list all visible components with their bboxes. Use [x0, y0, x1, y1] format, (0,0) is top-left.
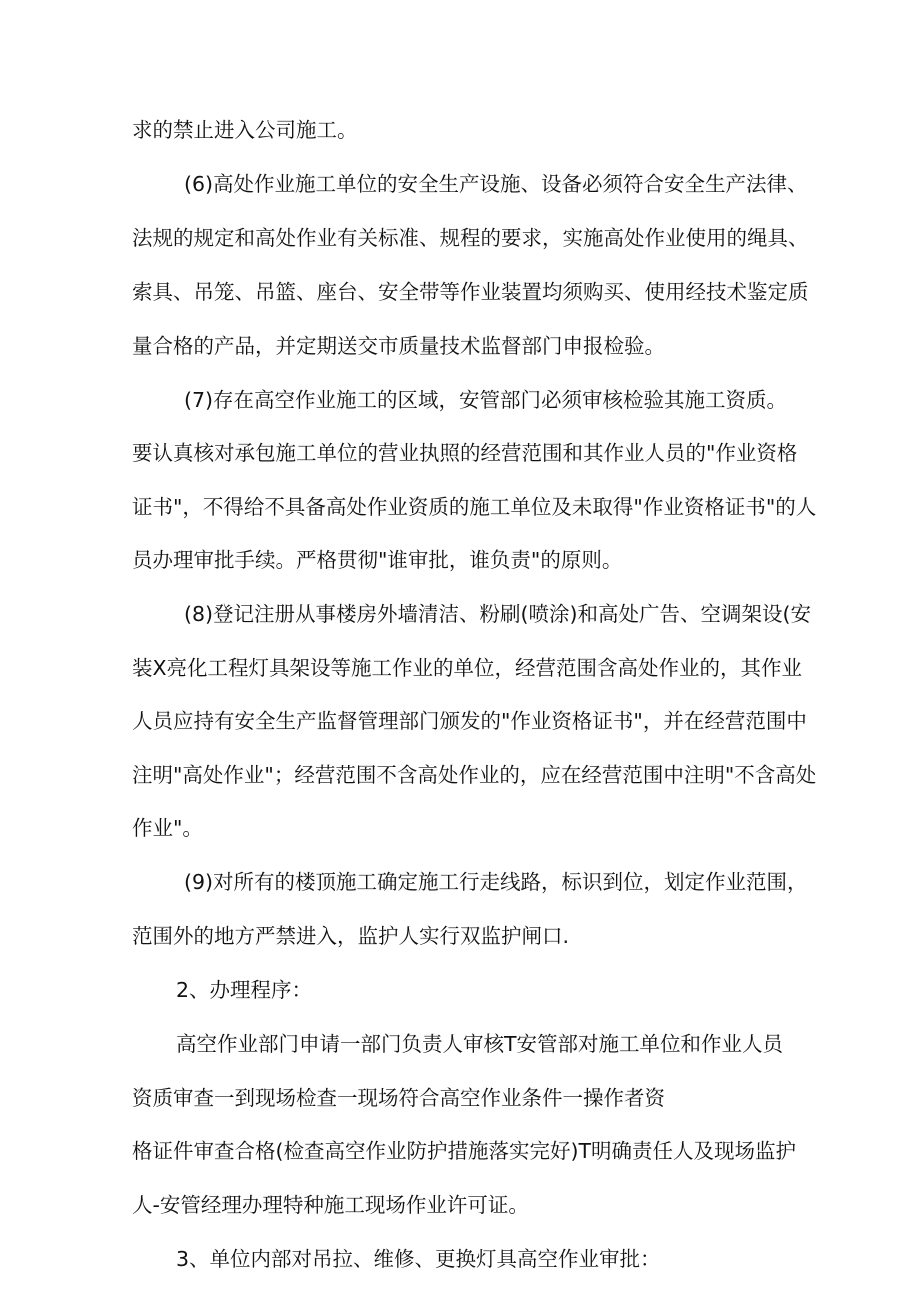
text-line: 格证件审查合格(检查高空作业防护措施落实完好)T明确责任人及现场监护	[132, 1139, 797, 1163]
text-line: 资质审查一到现场检查一现场符合高空作业条件一操作者资	[132, 1086, 665, 1110]
section-heading: 3、单位内部对吊拉、维修、更换灯具高空作业审批：	[176, 1247, 661, 1271]
text-line: 高空作业部门申请一部门负责人审核T安管部对施工单位和作业人员	[176, 1032, 784, 1056]
text-line: 注明"高处作业"；经营范围不含高处作业的，应在经营范围中注明"不含高处	[132, 763, 817, 787]
text-line: 求的禁止进入公司施工。	[132, 118, 358, 142]
text-line: 装X亮化工程灯具架设等施工作业的单位，经营范围含高处作业的，其作业	[132, 656, 803, 680]
text-line: 量合格的产品，并定期送交市质量技术监督部门申报检验。	[132, 334, 665, 358]
text-line: (8)登记注册从事楼房外墙清洁、粉刷(喷涂)和高处广告、空调架设(安	[184, 602, 812, 626]
text-line: 索具、吊笼、吊篮、座台、安全带等作业装置均须购买、使用经技术鉴定质	[132, 280, 809, 304]
text-line: (9)对所有的楼顶施工确定施工行走线路，标识到位，划定作业范围，	[184, 870, 808, 894]
text-line: 人员应持有安全生产监督管理部门颁发的"作业资格证书"，并在经营范围中	[132, 709, 807, 733]
text-line: 人-安管经理办理特种施工现场作业许可证。	[132, 1193, 529, 1217]
text-line: 员办理审批手续。严格贯彻"谁审批，谁负责"的原则。	[132, 548, 623, 572]
text-line: 范围外的地方严禁进入，监护人实行双监护闸口.	[132, 924, 570, 948]
text-line: (6)高处作业施工单位的安全生产设施、设备必须符合安全生产法律、	[184, 172, 808, 196]
section-heading: 2、办理程序：	[176, 978, 313, 1002]
text-line: 作业"。	[132, 816, 203, 840]
text-line: 要认真核对承包施工单位的营业执照的经营范围和其作业人员的"作业资格	[132, 441, 798, 465]
text-line: 证书"，不得给不具备高处作业资质的施工单位及未取得"作业资格证书"的人	[132, 495, 817, 519]
text-line: 法规的规定和高处作业有关标准、规程的要求，实施高处作业使用的绳具、	[132, 226, 809, 250]
text-line: (7)存在高空作业施工的区域，安管部门必须审核检验其施工资质。	[184, 388, 788, 412]
